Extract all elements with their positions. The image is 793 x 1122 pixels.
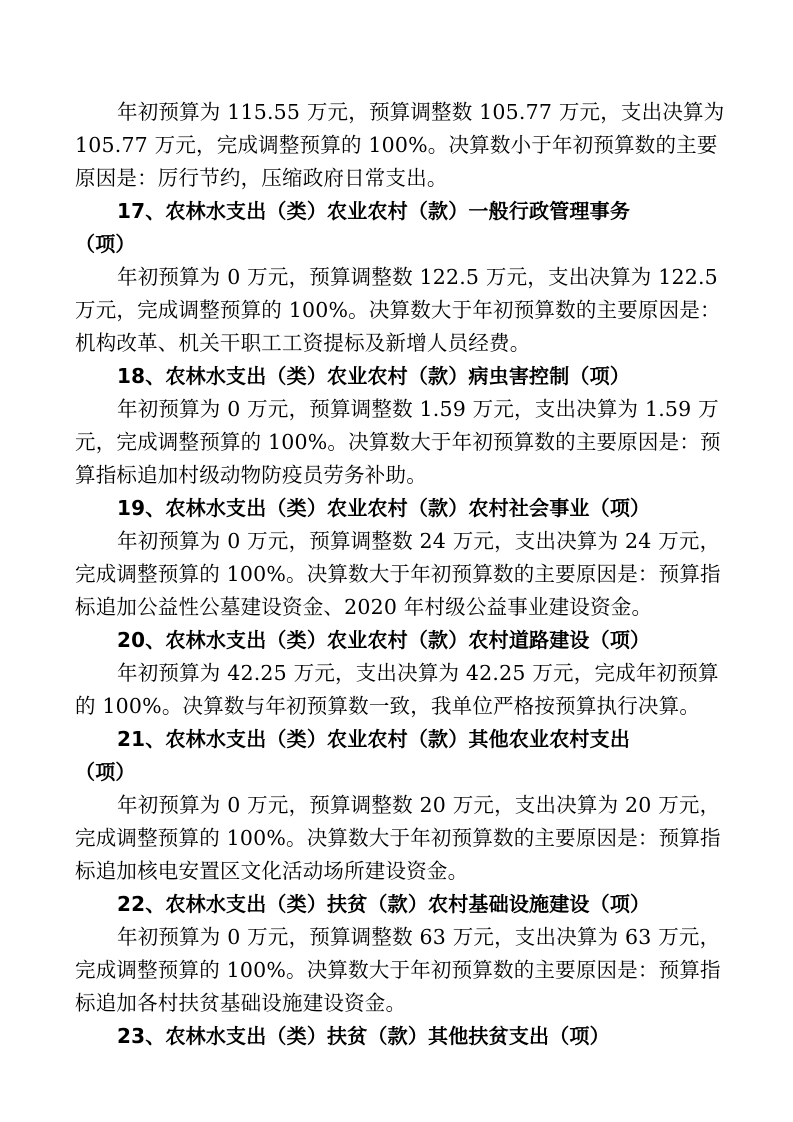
paragraph-line: 年初预算为 115.55 万元，预算调整数 105.77 万元，支出决算为 <box>117 100 725 124</box>
paragraph-line: 标追加各村扶贫基础设施建设资金。 <box>75 991 407 1015</box>
paragraph-line: 机构改革、机关干职工工资提标及新增人员经费。 <box>75 331 531 355</box>
paragraph-line: 原因是：厉行节约，压缩政府日常支出。 <box>75 166 448 190</box>
paragraph-line: 年初预算为 0 万元，预算调整数 24 万元，支出决算为 24 万元， <box>117 529 721 553</box>
section-heading: 23、农林水支出（类）扶贫（款）其他扶贫支出（项） <box>117 1024 610 1048</box>
paragraph-line: 完成调整预算的 100%。决算数大于年初预算数的主要原因是：预算指 <box>75 562 721 586</box>
paragraph-line: 年初预算为 0 万元，预算调整数 1.59 万元，支出决算为 1.59 万 <box>117 397 719 421</box>
section-heading: 20、农林水支出（类）农业农村（款）农村道路建设（项） <box>117 628 651 652</box>
paragraph-line: 的 100%。决算数与年初预算数一致，我单位严格按预算执行决算。 <box>75 694 701 718</box>
paragraph-line: 算指标追加村级动物防疫员劳务补助。 <box>75 463 427 487</box>
paragraph-line: 年初预算为 0 万元，预算调整数 122.5 万元，支出决算为 122.5 <box>117 265 718 289</box>
paragraph-line: 元，完成调整预算的 100%。决算数大于年初预算数的主要原因是：预 <box>75 430 721 454</box>
paragraph-line: 完成调整预算的 100%。决算数大于年初预算数的主要原因是：预算指 <box>75 826 721 850</box>
paragraph-line: 105.77 万元，完成调整预算的 100%。决算数小于年初预算数的主要 <box>75 133 718 157</box>
section-heading: 17、农林水支出（类）农业农村（款）一般行政管理事务 <box>117 199 631 223</box>
section-heading: 18、农林水支出（类）农业农村（款）病虫害控制（项） <box>117 364 631 388</box>
paragraph-line: 年初预算为 0 万元，预算调整数 20 万元，支出决算为 20 万元， <box>117 793 721 817</box>
paragraph-line: 年初预算为 0 万元，预算调整数 63 万元，支出决算为 63 万元， <box>117 925 721 949</box>
paragraph-line: 完成调整预算的 100%。决算数大于年初预算数的主要原因是：预算指 <box>75 958 721 982</box>
section-heading: （项） <box>75 232 136 256</box>
section-heading: 21、农林水支出（类）农业农村（款）其他农业农村支出 <box>117 727 631 751</box>
paragraph-line: 万元，完成调整预算的 100%。决算数大于年初预算数的主要原因是： <box>75 298 721 322</box>
section-heading: 22、农林水支出（类）扶贫（款）农村基础设施建设（项） <box>117 892 651 916</box>
paragraph-line: 标追加核电安置区文化活动场所建设资金。 <box>75 859 469 883</box>
section-heading: （项） <box>75 760 136 784</box>
paragraph-line: 年初预算为 42.25 万元，支出决算为 42.25 万元，完成年初预算 <box>117 661 719 685</box>
section-heading: 19、农林水支出（类）农业农村（款）农村社会事业（项） <box>117 496 651 520</box>
paragraph-line: 标追加公益性公墓建设资金、2020 年村级公益事业建设资金。 <box>75 595 653 619</box>
